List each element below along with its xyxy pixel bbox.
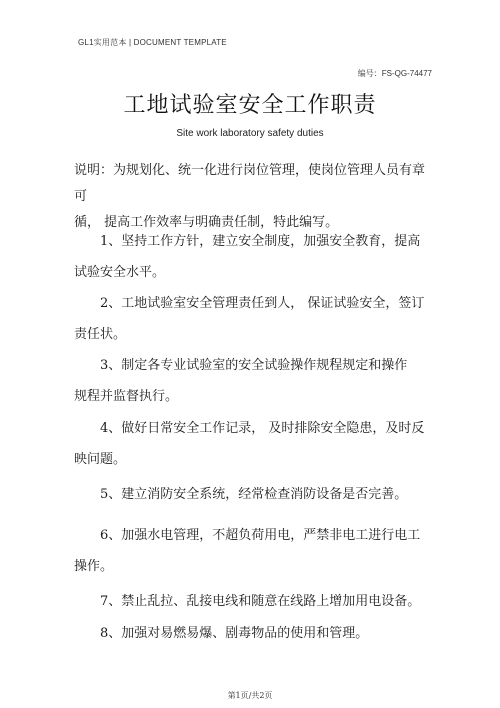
list-item-line: 1、坚持工作方针，建立安全制度，加强安全教育，提高 [100,234,421,249]
list-item [74,226,434,288]
list-item [74,288,434,350]
list-item-line: 试验安全水平。 [74,265,166,280]
list-item-line: 2、工地试验室安全管理责任到人， 保证试验安全，签订 [100,296,425,311]
list-item-line: 8、加强对易燃易爆、剧毒物品的使用和管理。 [100,626,369,641]
page-subtitle: Site work laboratory safety duties [176,128,324,139]
list-item-line: 5、建立消防安全系统，经常检查消防设备是否完善。 [100,487,408,502]
list-item-line: 3、制定各专业试验室的安全试验操作规程规定和操作 [100,358,408,373]
list-item-line: 7、禁止乱拉、乱接电线和随意在线路上增加用电设备。 [100,594,421,609]
page-title: 工地试验室安全工作职责 [123,93,377,118]
template-header: GL1实用范本 | DOCUMENT TEMPLATE [78,38,227,47]
list-item [74,520,434,582]
list-item-line: 操作。 [74,559,114,574]
list-item [74,479,434,510]
list-item [74,618,434,649]
description-paragraph [74,158,434,236]
list-item [74,350,434,412]
list-item-line: 6、加强水电管理，不超负荷用电，严禁非电工进行电工 [100,528,421,543]
description-line: 说明：为规划化、统一化进行岗位管理，使岗位管理人员有章可 [74,163,426,204]
list-item-line: 规程并监督执行。 [74,389,179,404]
document-number: 编号：FS-QG-74477 [357,69,432,78]
page-number: 第1页/共2页 [227,691,273,700]
list-item-line: 责任状。 [74,327,127,342]
list-item [74,413,434,475]
list-item-line: 映问题。 [74,452,127,467]
list-item [74,586,434,617]
description-line: 循， 提高工作效率与明确责任制，特此编写。 [74,215,339,230]
list-item-line: 4、做好日常安全工作记录， 及时排除安全隐患，及时反 [100,421,425,436]
